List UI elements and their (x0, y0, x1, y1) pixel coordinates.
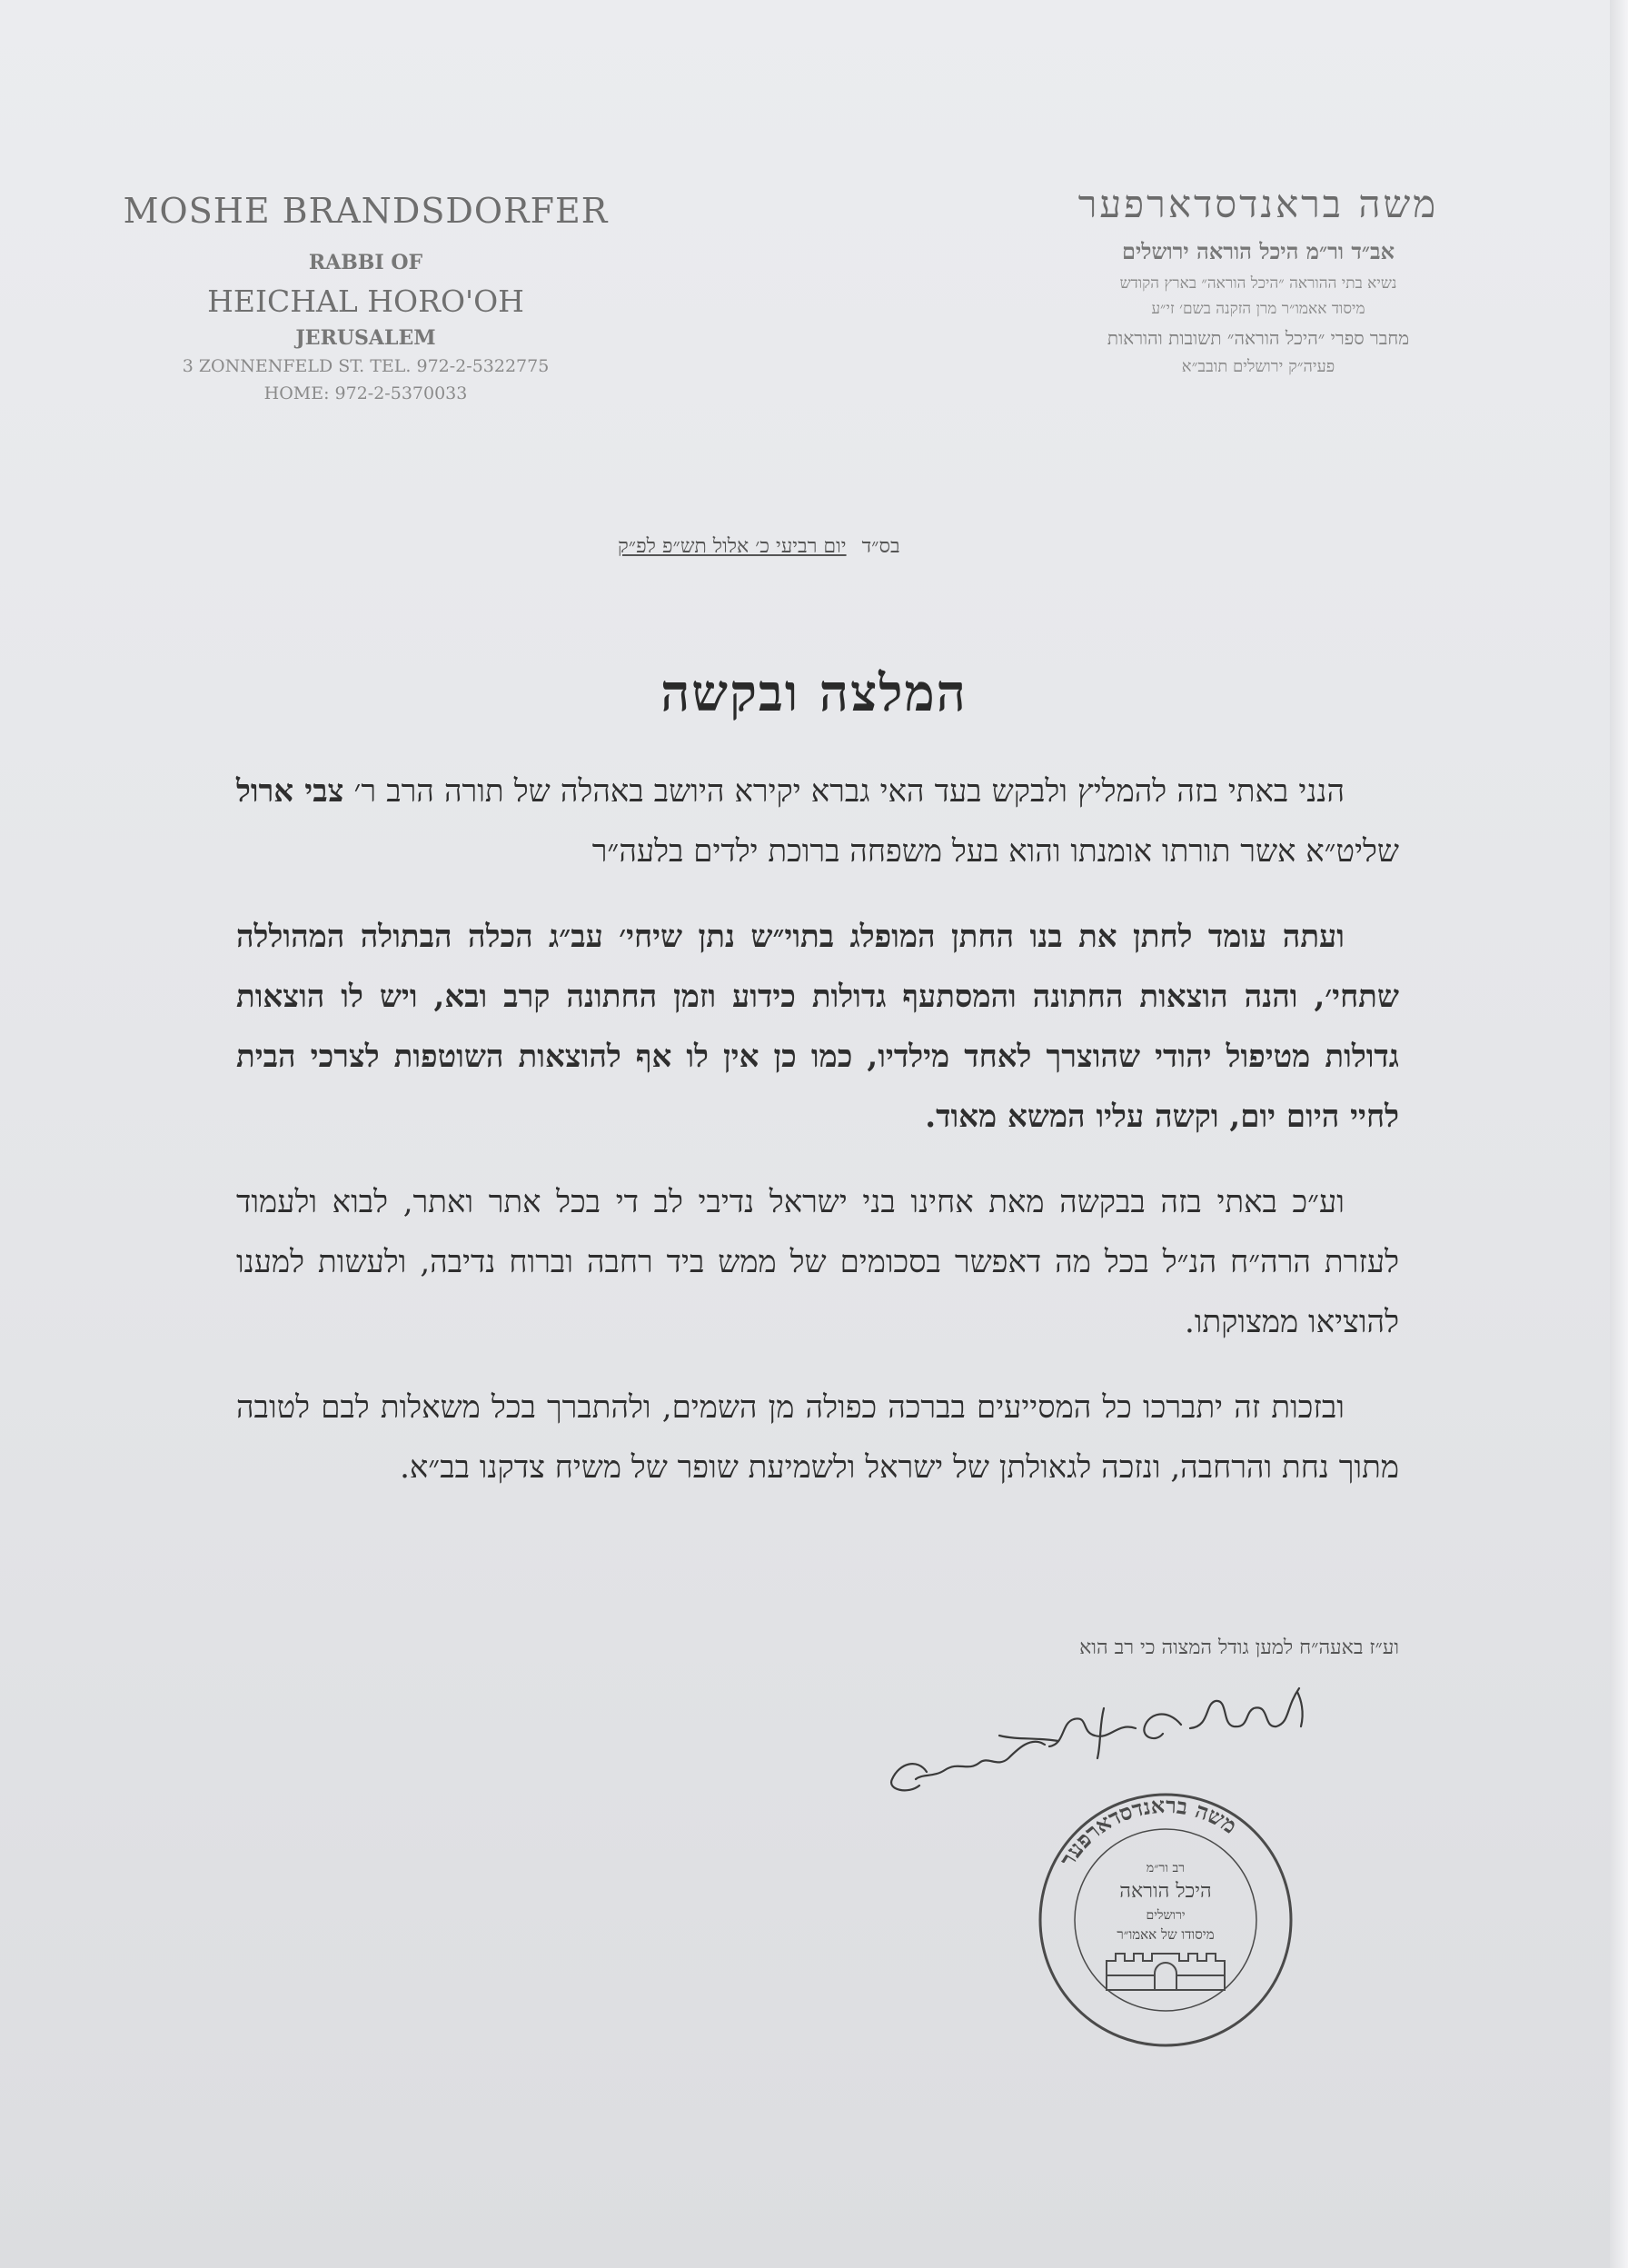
p1-text-after: שליט״א אשר תורתו אומנתו והוא בעל משפחה ברוכת ילדים בלעה״ר (591, 833, 1399, 870)
stamp-line-1: רב ור״מ (1146, 1861, 1186, 1875)
bsd-mark: בס״ד (861, 535, 900, 558)
stamp-line-4: מיסודו של אאמו״ר (1117, 1926, 1215, 1943)
recipient-name: צבי ארול (236, 773, 344, 810)
date-line (618, 534, 1008, 558)
paragraph-4: ובזכות זה יתברכו כל המסייעים בברכה כפולה מן השמים, ולהתברך בכל משאלות לבם לטובה מתוך נחת והרחבה, ונזכה לגאולתן של ישראל ולשמיעת שופר של משיח צדקנו בב״א. (236, 1389, 1399, 1486)
letterhead-name-en: MOSHE BRANDSDORFER (123, 191, 609, 231)
letter-title: המלצה ובקשה (660, 663, 968, 723)
letterhead-line6-he: פעיה״ק ירושלים תובב״א (1181, 357, 1335, 376)
letterhead-address-en: 3 ZONNENFELD ST. TEL. 972-2-5322775 (182, 356, 550, 376)
closing-line: וע״ז באעה״ח למען גודל המצוה כי רב הוא (1079, 1636, 1399, 1659)
stamp-line-2: היכל הוראה (1119, 1880, 1212, 1903)
letter-date: יום רביעי כ׳ אלול תש״פ לפ״ק (618, 535, 847, 558)
paper-edge (1610, 0, 1628, 2268)
paragraph-3: וע״כ באתי בזה בבקשה מאת אחינו בני ישראל נדיבי לב די בכל אתר ואתר, לבוא ולעמוד לעזרת הרה״ח הנ״ל בכל מה דאפשר בסכומים של ממש ביד רחבה וברוח נדיבה, ולעשות למענו להוציאו ממצוקתו. (236, 1184, 1399, 1340)
letterhead-home-phone-en: HOME: 972-2-5370033 (263, 383, 468, 403)
letterhead-institution-en: HEICHAL HORO'OH (207, 284, 524, 319)
paragraph-2: ועתה עומד לחתן את בנו החתן המופלג בתוי״ש נתן שיחי׳ עב״ג הכלה הבתולה המהוללה שתחי׳, והנה הוצאות החתונה והמסתעף גדולות כידוע וזמן החתונה קרב ובא, ויש לו הוצאות גדולות מטיפול יהודי שהוצרך לאחד מילדיו, כמו כן אין לו אף להוצאות השוטפות לצרכי הבית לחיי היום יום, וקשה עליו המשא מאוד. (236, 919, 1399, 1135)
stamp-city-wall-icon (1107, 1954, 1225, 1990)
letterhead-line2-he: אב״ד ור״מ היכל הוראה ירושלים (1121, 238, 1395, 264)
letter-body (236, 761, 1399, 1523)
p1-text-before: הנני באתי בזה להמליץ ולבקש בעד האי גברא יקירא היושב באהלה של תורה הרב ר׳ (353, 773, 1345, 810)
stamp-line-3: ירושלים (1146, 1908, 1186, 1923)
stamp-outer-text: משה בראנדסדארפער (1053, 1791, 1243, 1872)
letterhead-line3-he: נשיא בתי ההוראה ״היכל הוראה״ בארץ הקודש (1119, 274, 1397, 293)
letterhead-english (118, 191, 613, 404)
letterhead-line4-he: מיסוד אאמו״ר מרן הזקנה בשם׳ זי״ע (1151, 300, 1365, 318)
rabbinical-stamp (1034, 1788, 1297, 2052)
letterhead-line5-he: מחבר ספרי ״היכל הוראה״ תשובות והוראות (1107, 327, 1410, 349)
letterhead-hebrew (1018, 182, 1499, 376)
letterhead-city-en: JERUSALEM (295, 326, 436, 350)
paragraph-1 (236, 761, 1399, 881)
letterhead-title-en: RABBI OF (308, 251, 423, 274)
letterhead-name-he: משה בראנדסדארפער (1077, 182, 1439, 226)
